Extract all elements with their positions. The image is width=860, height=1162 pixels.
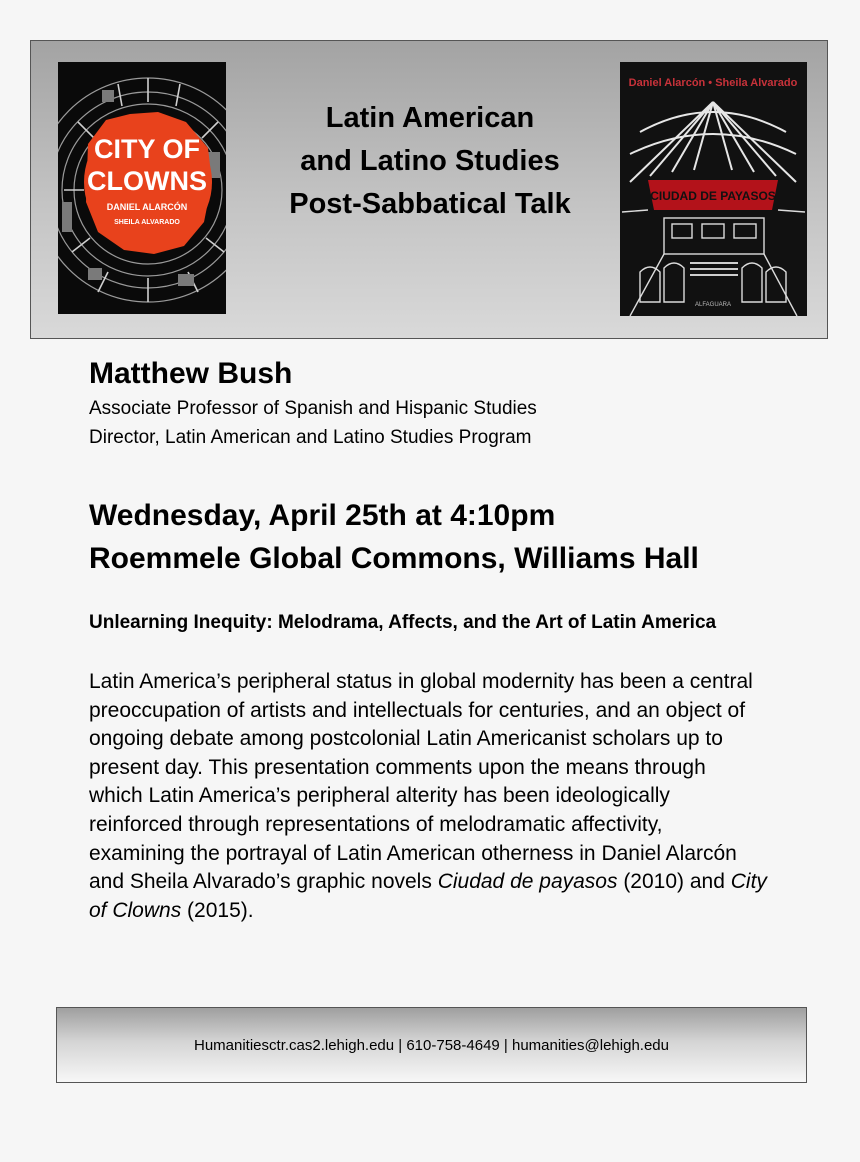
book-title-city-of-clowns-part2: of Clowns <box>89 898 182 922</box>
series-title-line-1: Latin American <box>325 102 535 134</box>
talk-abstract <box>89 668 789 925</box>
left-cover-illustrator: SHEILA ALVARADO <box>114 219 180 226</box>
right-cover-title: CIUDAD DE PAYASOS <box>650 189 776 203</box>
series-title <box>261 97 599 226</box>
book-title-city-of-clowns-part1: City <box>730 870 767 894</box>
abstract-line: reinforced through representations of melodramatic affectivity, <box>89 812 663 836</box>
header-banner <box>30 40 828 339</box>
left-cover-author: DANIEL ALARCÓN <box>106 202 188 212</box>
talk-title: Unlearning Inequity: Melodrama, Affects, and the Art of Latin America <box>89 612 717 633</box>
contact-info: Humanitiesctr.cas2.lehigh.edu | 610-758-4649 | humanities@lehigh.edu <box>194 1036 669 1054</box>
book-title-ciudad-de-payasos: Ciudad de payasos <box>437 870 618 894</box>
city-of-clowns-cover <box>58 62 226 314</box>
abstract-line: Latin America’s peripheral status in global modernity has been a central <box>89 670 753 693</box>
abstract-line: which Latin America’s peripheral alterity has been ideologically <box>89 784 670 808</box>
event-location: Roemmele Global Commons, Williams Hall <box>89 542 699 575</box>
speaker-name: Matthew Bush <box>89 357 293 390</box>
speaker-role: Director, Latin American and Latino Studies Program <box>89 427 532 448</box>
series-title-line-3: Post-Sabbatical Talk <box>289 188 571 220</box>
city-of-clowns-cover-art <box>58 62 226 314</box>
abstract-text: (2015). <box>181 898 254 922</box>
abstract-line: ongoing debate among postcolonial Latin Americanist scholars up to <box>89 727 723 751</box>
speaker-position: Associate Professor of Spanish and Hispanic Studies <box>89 398 537 419</box>
abstract-line <box>89 868 789 897</box>
abstract-text: and Sheila Alvarado’s graphic novels <box>89 870 438 894</box>
abstract-line <box>89 897 789 926</box>
ciudad-de-payasos-cover-art <box>620 62 807 316</box>
abstract-line: preoccupation of artists and intellectuals for centuries, and an object of <box>89 698 746 722</box>
right-cover-authors: Daniel Alarcón • Sheila Alvarado <box>628 77 798 89</box>
abstract-line: present day. This presentation comments upon the means through <box>89 755 706 779</box>
right-cover-publisher: ALFAGUARA <box>694 302 732 308</box>
series-title-line-2: and Latino Studies <box>300 145 560 177</box>
contact-footer <box>56 1007 807 1083</box>
left-cover-title-line1: CITY OF <box>93 134 201 164</box>
left-cover-title-line2: CLOWNS <box>87 166 207 196</box>
ciudad-de-payasos-cover <box>620 62 807 316</box>
abstract-text: (2010) and <box>617 870 731 894</box>
abstract-line: examining the portrayal of Latin American otherness in Daniel Alarcón <box>89 841 737 865</box>
event-datetime: Wednesday, April 25th at 4:10pm <box>89 499 556 532</box>
